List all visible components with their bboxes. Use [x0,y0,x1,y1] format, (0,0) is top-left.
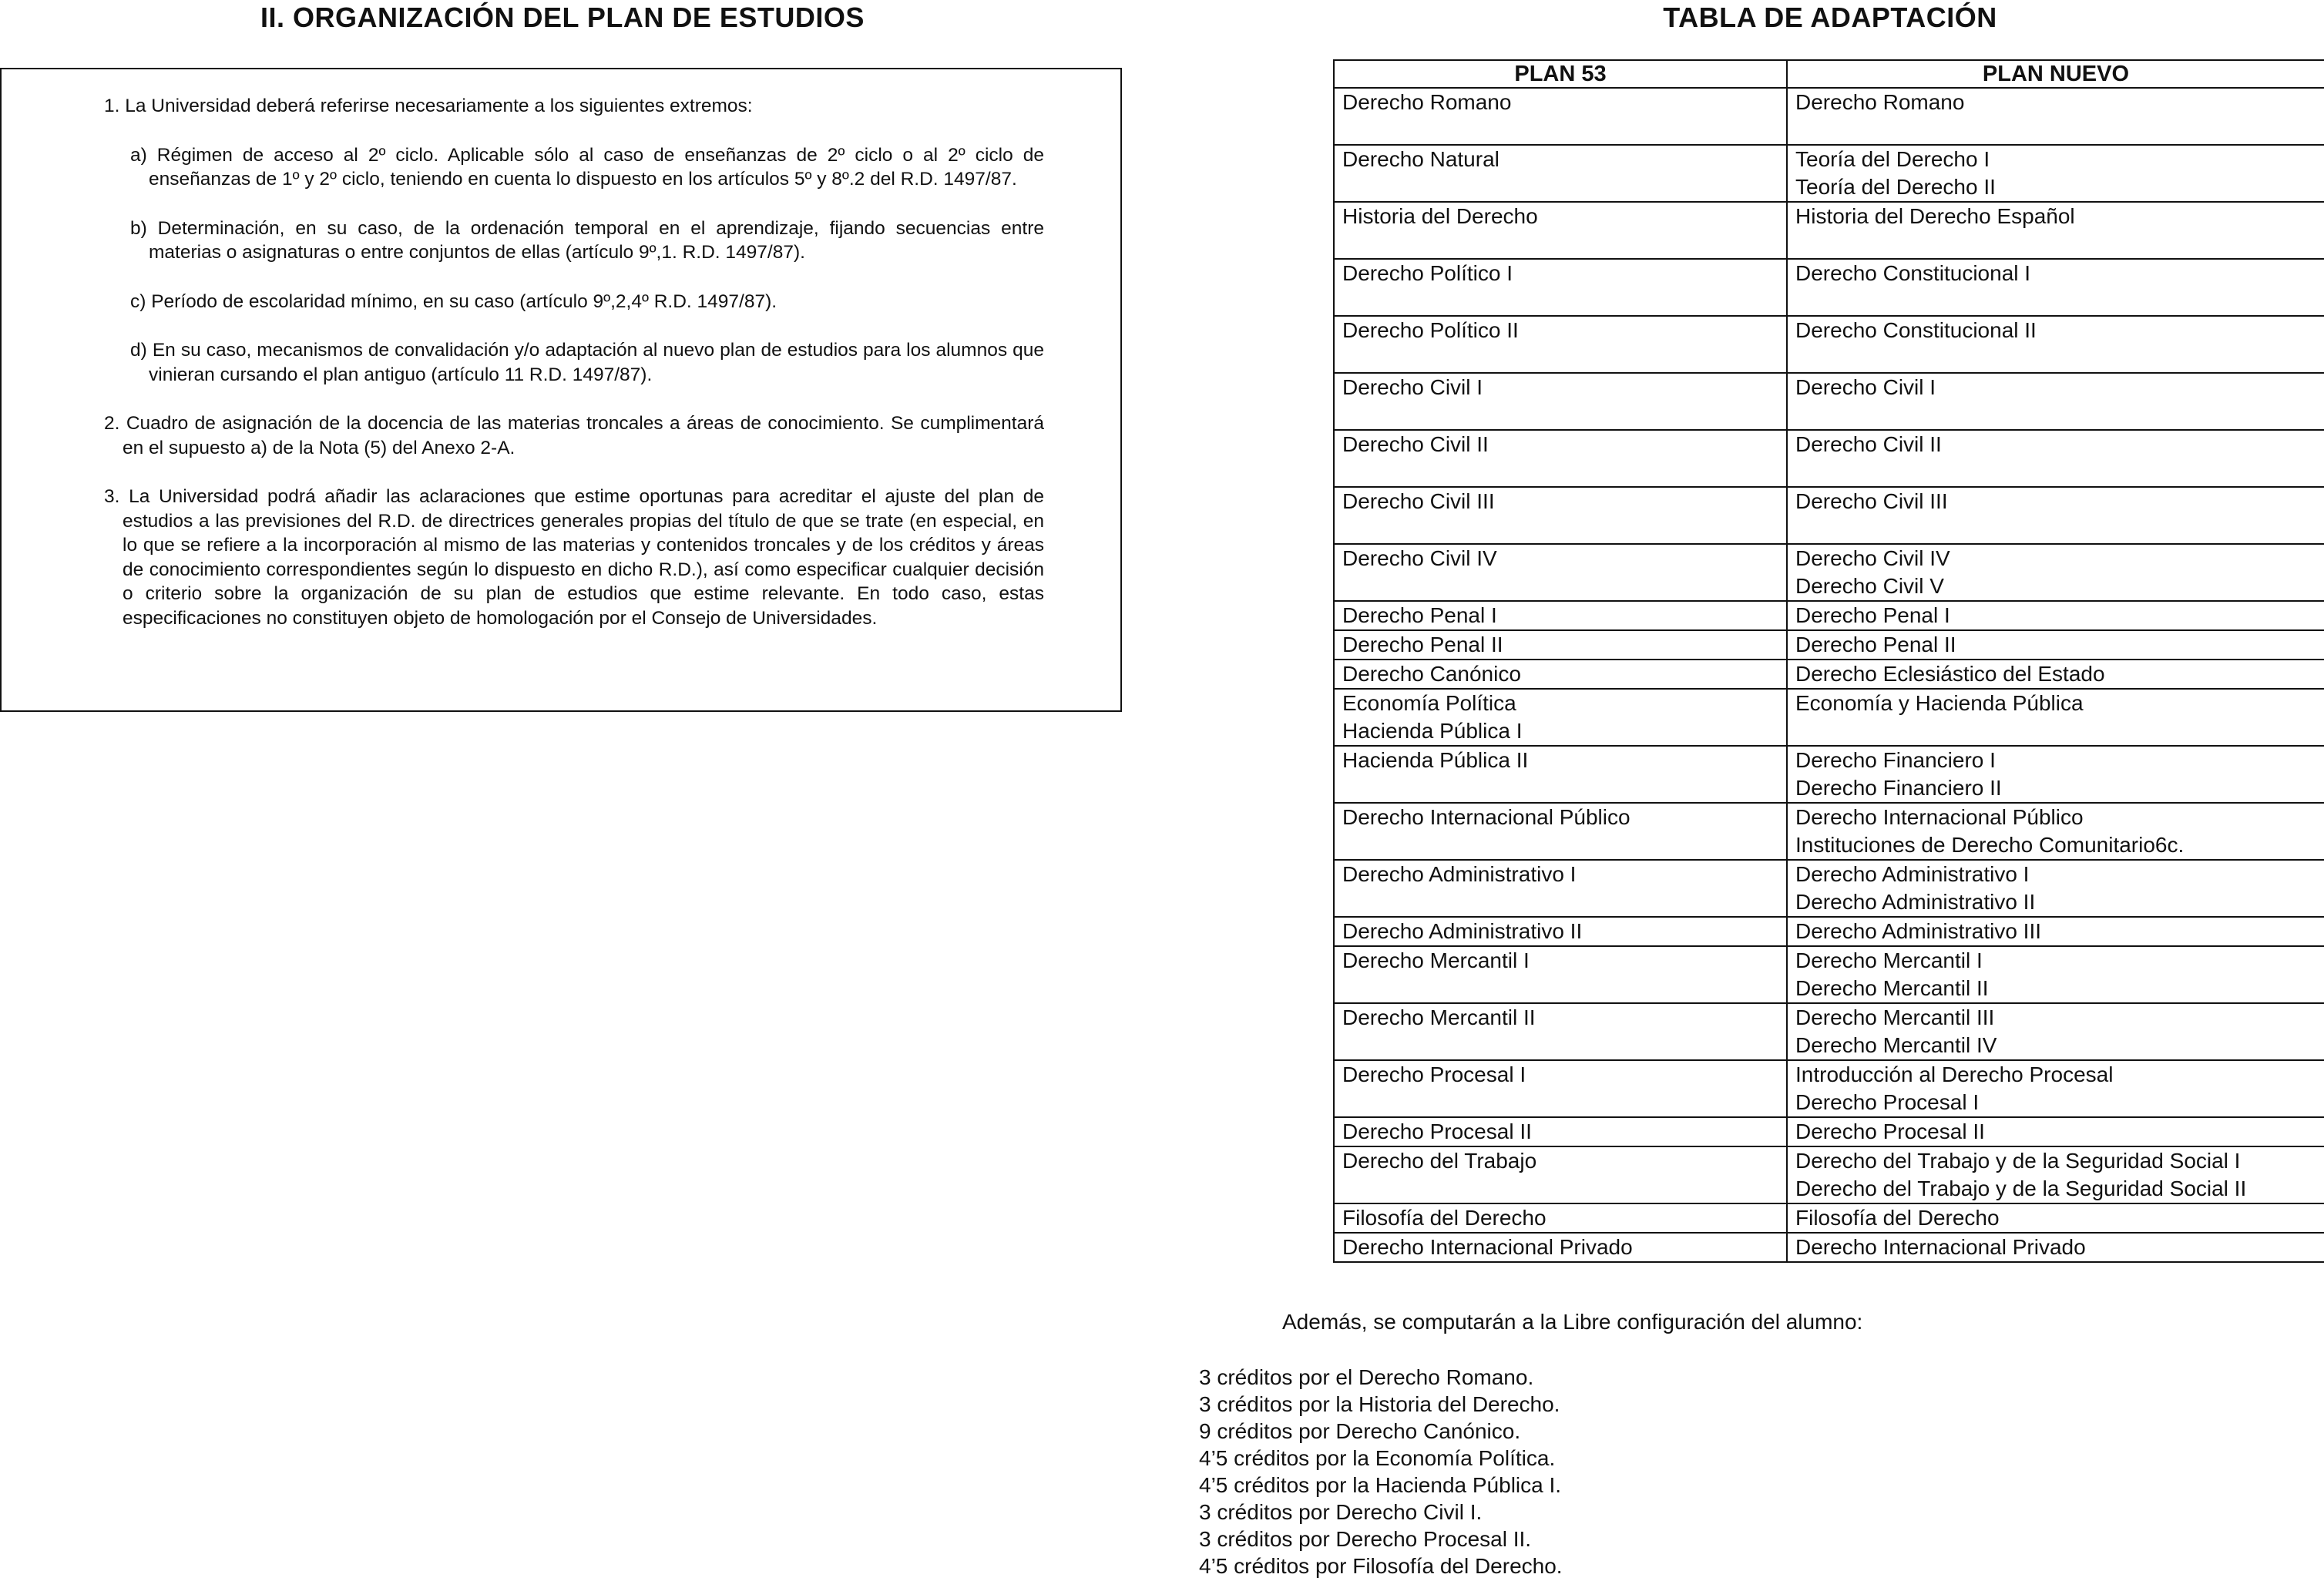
cell-line: Derecho Civil IV [1795,546,1950,570]
plan-53-cell [1334,660,1787,689]
cell-line: Instituciones de Derecho Comunitario6c. [1795,833,2185,857]
note-1b: b) Determinación, en su caso, de la ordenación temporal en el aprendizaje, fijando secuencias entre materias o asignaturas o entre conjuntos de ellas (artículo 9º,1. R.D. 1497/87). [130,217,1044,263]
plan-53-cell [1334,202,1787,259]
plan-nuevo-cell [1787,1146,2324,1203]
plan-nuevo-cell [1787,660,2324,689]
cell-line [1342,572,1778,600]
cell-line: Derecho Natural [1342,147,1500,171]
cell-line: Derecho Internacional Privado [1342,1235,1633,1259]
note-1: 1. La Universidad deberá referirse necesariamente a los siguientes extremos: [104,96,753,116]
notes-box [0,68,1122,712]
cell-line: Derecho Internacional Privado [1795,1235,2086,1259]
plan-nuevo-cell [1787,689,2324,746]
cell-line: Derecho Civil III [1795,489,1948,513]
cell-line: Derecho Procesal II [1342,1119,1532,1143]
table-row [1334,660,2324,689]
cell-line: Derecho Romano [1342,90,1512,114]
cell-line [1342,515,1778,543]
cell-line [1342,975,1778,1002]
table-row [1334,145,2324,202]
cell-line [1342,1089,1778,1116]
cell-line [1342,230,1778,258]
table-row [1334,316,2324,373]
section-title: II. ORGANIZACIÓN DEL PLAN DE ESTUDIOS [260,2,865,33]
list-item: 3 créditos por Derecho Civil I. [1199,1500,1483,1524]
plan-53-cell [1334,860,1787,917]
plan-nuevo-cell [1787,601,2324,630]
cell-line: Teoría del Derecho I [1795,147,1990,171]
cell-line: Derecho Procesal I [1342,1062,1526,1086]
plan-nuevo-cell [1787,430,2324,487]
cell-line: Hacienda Pública II [1342,748,1529,772]
cell-line: Derecho del Trabajo [1342,1149,1537,1173]
plan-53-cell [1334,1117,1787,1146]
adaptation-table [1333,59,2324,1263]
cell-line: Hacienda Pública I [1342,719,1523,743]
table-header-row [1334,60,2324,88]
plan-nuevo-cell [1787,259,2324,316]
list-item: 4’5 créditos por Filosofía del Derecho. [1199,1554,1563,1578]
cell-line: Historia del Derecho [1342,204,1538,228]
cell-line [1795,344,2316,372]
plan-nuevo-cell [1787,1117,2324,1146]
cell-line: Historia del Derecho Español [1795,204,2075,228]
plan-nuevo-cell [1787,630,2324,660]
cell-line: Derecho Mercantil II [1342,1005,1536,1029]
cell-line: Derecho Romano [1795,90,1965,114]
cell-line: Derecho Financiero I [1795,748,1996,772]
cell-line: Derecho Internacional Público [1795,805,2084,829]
cell-line: Derecho Político II [1342,318,1519,342]
extra-credits-intro: Además, se computarán a la Libre configuración del alumno: [1282,1310,1863,1334]
list-item: 9 créditos por Derecho Canónico. [1199,1419,1521,1443]
cell-line: Derecho Civil IV [1342,546,1497,570]
plan-53-cell [1334,746,1787,803]
cell-line: Derecho Penal I [1342,603,1497,627]
plan-53-cell [1334,430,1787,487]
cell-line [1795,717,2316,745]
plan-nuevo-cell [1787,145,2324,202]
table-row [1334,860,2324,917]
cell-line [1342,458,1778,486]
plan-nuevo-cell [1787,544,2324,601]
cell-line: Derecho Constitucional I [1795,261,2031,285]
cell-line [1342,344,1778,372]
cell-line: Filosofía del Derecho [1342,1206,1547,1230]
plan-nuevo-cell [1787,1203,2324,1233]
plan-nuevo-cell [1787,373,2324,430]
plan-53-cell [1334,630,1787,660]
cell-line: Derecho Mercantil IV [1795,1033,1997,1057]
plan-53-cell [1334,88,1787,145]
cell-line: Derecho Financiero II [1795,776,2002,800]
cell-line: Derecho Civil V [1795,574,1944,598]
cell-line: Derecho Mercantil II [1795,976,1989,1000]
table-title: TABLA DE ADAPTACIÓN [1663,2,1997,33]
cell-line: Derecho Político I [1342,261,1513,285]
table-row [1334,259,2324,316]
plan-53-cell [1334,373,1787,430]
cell-line [1342,1175,1778,1203]
cell-line: Derecho Constitucional II [1795,318,2037,342]
cell-line: Derecho Procesal I [1795,1090,1980,1114]
plan-53-cell [1334,544,1787,601]
plan-53-cell [1334,803,1787,860]
table-row [1334,803,2324,860]
cell-line [1342,774,1778,802]
cell-line: Derecho Penal II [1795,633,1956,656]
column-header-plan-53: PLAN 53 [1334,60,1787,88]
cell-line [1795,515,2316,543]
table-row [1334,917,2324,946]
table-row [1334,487,2324,544]
plan-53-cell [1334,316,1787,373]
table-body [1334,88,2324,1262]
cell-line: Derecho Mercantil I [1342,948,1530,972]
cell-line [1342,888,1778,916]
note-1a: a) Régimen de acceso al 2º ciclo. Aplicable sólo al caso de enseñanzas de 2º ciclo o al 2º ciclo de enseñanzas de 1º y 2º ciclo, teniendo en cuenta lo dispuesto en los artículos 5º y 8º.2 del R.D. 1497/87. [130,144,1044,190]
cell-line: Derecho del Trabajo y de la Seguridad Social II [1795,1177,2247,1200]
plan-53-cell [1334,1003,1787,1060]
plan-nuevo-cell [1787,946,2324,1003]
column-header-plan-nuevo: PLAN NUEVO [1787,60,2324,88]
table-row [1334,430,2324,487]
cell-line: Derecho Penal I [1795,603,1950,627]
table-row [1334,88,2324,145]
plan-53-cell [1334,259,1787,316]
plan-53-cell [1334,1060,1787,1117]
cell-line: Derecho Administrativo I [1795,862,2030,886]
list-item: 4’5 créditos por la Economía Política. [1199,1446,1556,1470]
cell-line: Derecho Penal II [1342,633,1503,656]
table-row [1334,630,2324,660]
cell-line: Derecho Civil I [1795,375,1936,399]
plan-53-cell [1334,917,1787,946]
notes-content [104,94,1044,630]
cell-line: Derecho Mercantil III [1795,1005,1995,1029]
cell-line [1795,401,2316,429]
list-item: 3 créditos por Derecho Procesal II. [1199,1527,1532,1551]
cell-line [1342,287,1778,315]
table-row [1334,1003,2324,1060]
table-row [1334,1060,2324,1117]
plan-nuevo-cell [1787,917,2324,946]
cell-line: Teoría del Derecho II [1795,175,1996,199]
plan-nuevo-cell [1787,860,2324,917]
cell-line: Derecho Administrativo III [1795,919,2042,943]
cell-line: Derecho Civil III [1342,489,1495,513]
cell-line [1342,831,1778,859]
cell-line [1342,116,1778,144]
list-item: 3 créditos por el Derecho Romano. [1199,1365,1534,1389]
plan-nuevo-cell [1787,1233,2324,1262]
plan-nuevo-cell [1787,88,2324,145]
plan-53-cell [1334,1203,1787,1233]
plan-53-cell [1334,946,1787,1003]
cell-line: Economía Política [1342,691,1516,715]
table-row [1334,373,2324,430]
cell-line [1795,230,2316,258]
note-3: 3. La Universidad podrá añadir las aclaraciones que estime oportunas para acreditar el ajuste del plan de estudios a las previsiones del R.D. de directrices generales propias del título de que se trate (en especial, en lo que se refiere a la incorporación al mismo de las materias y contenidos troncales y de los créditos y áreas de conocimiento correspondientes según lo dispuesto en dicho R.D.), así como especificar cualquier decisión o criterio sobre la organización de su plan de estudios que estime relevante. En todo caso, estas especificaciones no constituyen objeto de homologación por el Consejo de Universidades. [104,486,1044,629]
list-item: 3 créditos por la Historia del Derecho. [1199,1392,1560,1416]
cell-line: Introducción al Derecho Procesal [1795,1062,2114,1086]
cell-line: Derecho Procesal II [1795,1119,1985,1143]
cell-line: Derecho Civil II [1795,432,1942,456]
cell-line [1342,1032,1778,1059]
cell-line: Derecho Internacional Público [1342,805,1630,829]
cell-line: Derecho Eclesiástico del Estado [1795,662,2105,686]
plan-nuevo-cell [1787,1060,2324,1117]
cell-line: Filosofía del Derecho [1795,1206,2000,1230]
cell-line [1795,458,2316,486]
note-1c: c) Período de escolaridad mínimo, en su caso (artículo 9º,2,4º R.D. 1497/87). [130,290,777,312]
cell-line: Derecho del Trabajo y de la Seguridad Social I [1795,1149,2241,1173]
plan-nuevo-cell [1787,202,2324,259]
cell-line [1795,287,2316,315]
table-row [1334,1203,2324,1233]
table-row [1334,1233,2324,1262]
cell-line: Derecho Mercantil I [1795,948,1983,972]
note-1d: d) En su caso, mecanismos de convalidación y/o adaptación al nuevo plan de estudios para los alumnos que vinieran cursando el plan antiguo (artículo 11 R.D. 1497/87). [130,340,1044,385]
table-row [1334,946,2324,1003]
cell-line: Derecho Civil I [1342,375,1483,399]
plan-nuevo-cell [1787,746,2324,803]
table-row [1334,202,2324,259]
plan-53-cell [1334,601,1787,630]
cell-line: Derecho Administrativo II [1795,890,2036,914]
table-row [1334,1146,2324,1203]
plan-nuevo-cell [1787,316,2324,373]
table-row [1334,1117,2324,1146]
cell-line: Economía y Hacienda Pública [1795,691,2084,715]
list-item: 4’5 créditos por la Hacienda Pública I. [1199,1473,1562,1497]
plan-nuevo-cell [1787,1003,2324,1060]
extra-credits-list [1199,1364,1563,1579]
plan-53-cell [1334,1146,1787,1203]
cell-line: Derecho Canónico [1342,662,1521,686]
cell-line [1342,401,1778,429]
plan-53-cell [1334,689,1787,746]
plan-nuevo-cell [1787,487,2324,544]
cell-line [1342,173,1778,201]
cell-line: Derecho Administrativo II [1342,919,1583,943]
note-2: 2. Cuadro de asignación de la docencia de las materias troncales a áreas de conocimiento. Se cumplimentará en el supuesto a) de la Nota (5) del Anexo 2-A. [104,413,1044,458]
cell-line: Derecho Civil II [1342,432,1489,456]
table-row [1334,601,2324,630]
plan-53-cell [1334,1233,1787,1262]
plan-53-cell [1334,487,1787,544]
table-row [1334,689,2324,746]
cell-line: Derecho Administrativo I [1342,862,1577,886]
table-row [1334,746,2324,803]
plan-nuevo-cell [1787,803,2324,860]
table-row [1334,544,2324,601]
plan-53-cell [1334,145,1787,202]
cell-line [1795,116,2316,144]
